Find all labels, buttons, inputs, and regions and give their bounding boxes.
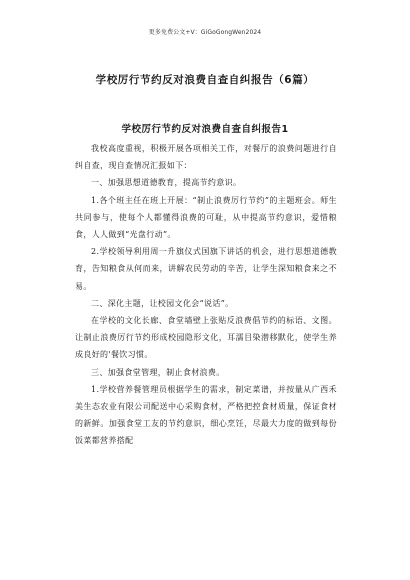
section-title: 学校厉行节约反对浪费自查自纠报告1 <box>121 124 289 135</box>
paragraph: 我校高度重视，积极开展各项相关工作，对餐厅的浪费问题进行自纠自查，现自查情况汇报如下： <box>75 144 337 171</box>
document-title: 学校厉行节约反对浪费自查自纠报告（6篇） <box>95 74 315 86</box>
paragraph: 一、加强思想道德教育，提高节约意识。 <box>91 178 242 188</box>
paragraph: 1.学校营养餐管理员根据学生的需求，制定菜谱，并按量从广西禾美生态农业有限公司配送中心采购食材，严格把控食材质量，保证食材的新鲜。加强食堂工友的节约意识，细心烹饪，尽最大力度的做到每份饭菜都营养搭配 <box>75 384 337 446</box>
paragraph: 在学校的文化长廊、食堂墙壁上张贴反浪费倡节约的标语、文图。让制止浪费厉行节约形成校园隐形文化，耳濡目染潜移默化，使学生养成良好的'餐饮习惯。 <box>75 316 337 360</box>
paragraph: 1.各个班主任在班上开展：“制止浪费厉行节约”的主题班会。师生共同参与，使每个人都懂得浪费的可耻，从中提高节约意识，爱惜粮食，人人做到“光盘行动”。 <box>75 195 337 240</box>
document-body <box>75 140 337 450</box>
paragraph: 二、深化主题，让校园文化会“说话”。 <box>91 298 234 308</box>
paragraph: 2.学校领导利用周一升旗仪式国旗下讲话的机会，进行思想道德教育，告知粮食从何而来，讲解农民劳动的辛苦，让学生深知粮食来之不易。 <box>75 247 337 291</box>
paragraph: 三、加强食堂管理，制止食材浪费。 <box>91 367 225 377</box>
header-note: 更多免费公文+V：GiGoGongWen2024 <box>148 29 262 36</box>
